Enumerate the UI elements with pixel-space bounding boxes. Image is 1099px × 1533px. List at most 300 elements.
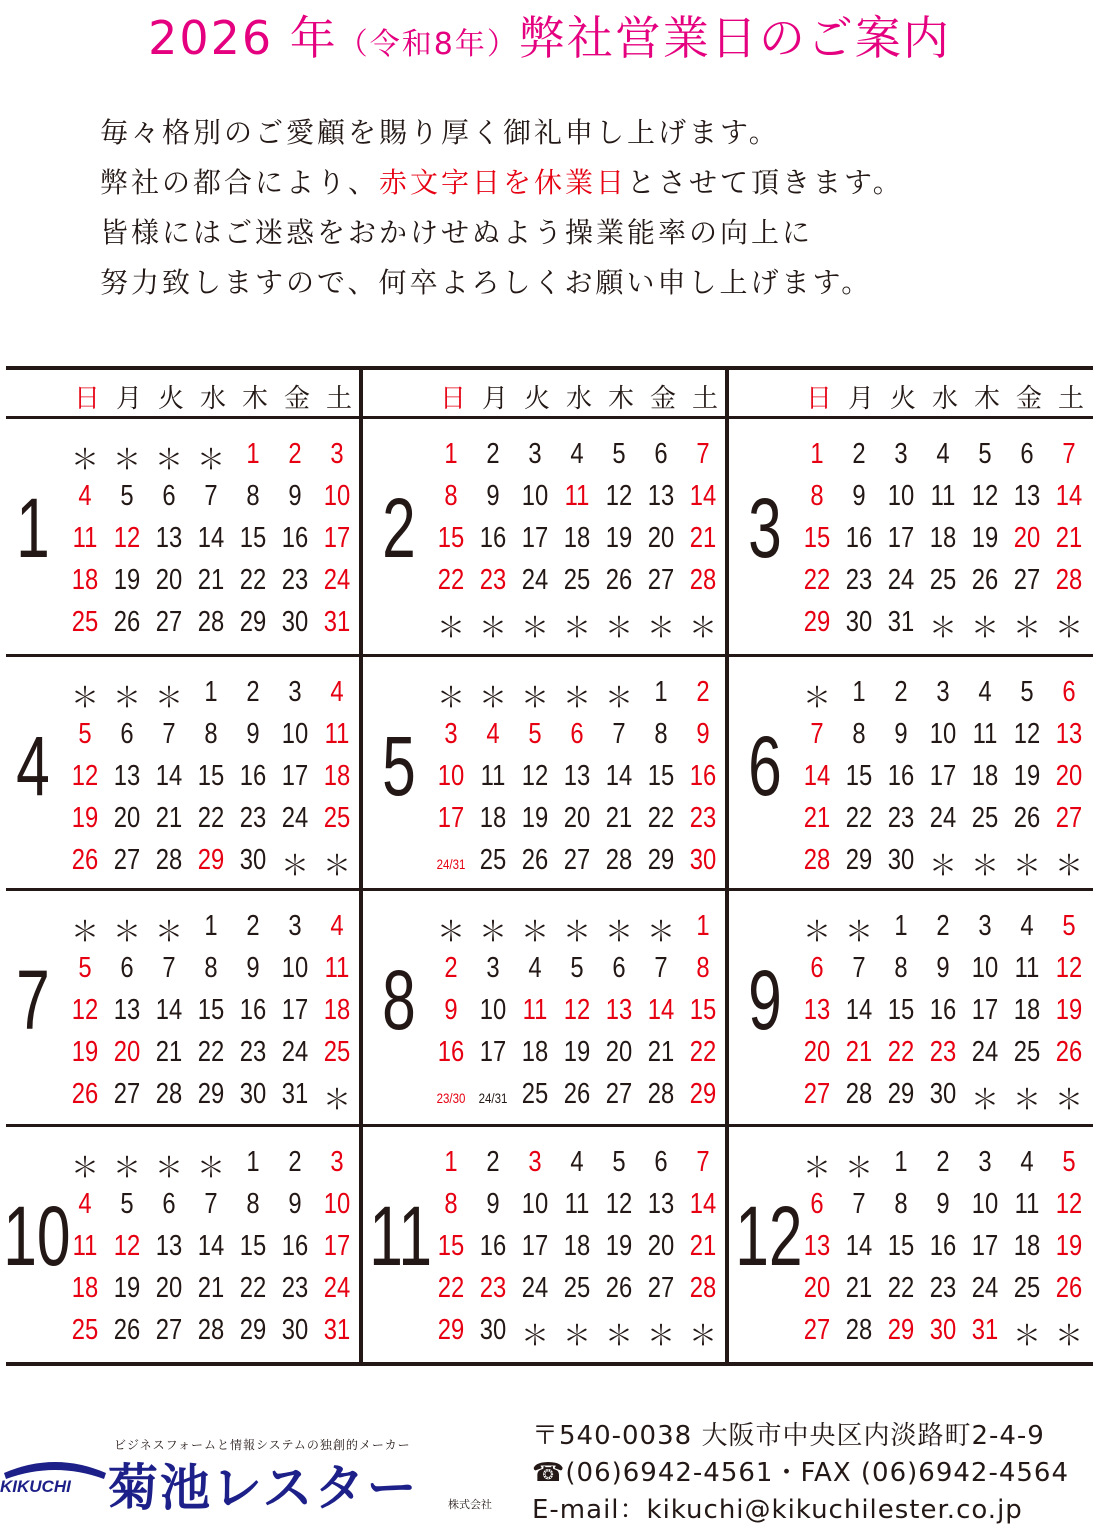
day-cell: 4	[330, 910, 344, 942]
day-cell: 19	[71, 802, 99, 834]
empty-day-cell: ＊	[688, 1319, 717, 1352]
day-cell: 22	[239, 1272, 267, 1304]
day-cell: 16	[929, 1230, 957, 1262]
empty-day-cell: ＊	[196, 443, 225, 476]
day-cell: 24	[887, 564, 915, 596]
day-cell: 1	[894, 910, 908, 942]
empty-day-cell: ＊	[154, 915, 183, 948]
day-cell: 30	[845, 606, 873, 638]
day-cell: 4	[1020, 1146, 1034, 1178]
grid-vline	[359, 366, 363, 1364]
day-cell: 21	[689, 1230, 717, 1262]
day-cell: 4	[570, 438, 584, 470]
day-cell: 22	[887, 1272, 915, 1304]
email: E-mail：kikuchi@kikuchilester.co.jp	[532, 1495, 1023, 1525]
day-cell: 13	[113, 994, 141, 1026]
day-cell: 2	[246, 910, 260, 942]
empty-day-cell: ＊	[70, 915, 99, 948]
day-cell: 11	[564, 480, 590, 512]
month-label: 8	[382, 953, 416, 1047]
day-cell: 23	[239, 1036, 267, 1068]
day-cell: 5	[78, 952, 92, 984]
day-cell: 17	[323, 1230, 351, 1262]
day-cell	[434, 844, 468, 877]
intro-holiday-note: 赤文字日を休業日	[379, 166, 628, 199]
weekday-header: 月	[115, 384, 142, 414]
day-cell: 3	[528, 1146, 542, 1178]
shared-day-fraction: 24/31	[478, 1090, 508, 1106]
day-cell: 23	[239, 802, 267, 834]
day-cell: 31	[887, 606, 915, 638]
day-cell: 22	[803, 564, 831, 596]
day-cell: 11	[522, 994, 548, 1026]
day-cell: 14	[689, 1188, 717, 1220]
day-cell: 26	[71, 1078, 99, 1110]
day-cell: 18	[563, 522, 591, 554]
day-cell: 1	[810, 438, 824, 470]
weekday-header: 日	[439, 384, 466, 414]
day-cell: 14	[155, 994, 183, 1026]
day-cell: 21	[605, 802, 633, 834]
day-cell: 11	[324, 952, 350, 984]
title-text: 弊社営業日のご案内	[518, 11, 951, 65]
day-cell: 28	[845, 1078, 873, 1110]
day-cell: 12	[1013, 718, 1041, 750]
month-label: 4	[16, 719, 50, 813]
day-cell: 21	[647, 1036, 675, 1068]
day-cell: 28	[845, 1314, 873, 1346]
day-cell: 5	[978, 438, 992, 470]
day-cell: 22	[197, 802, 225, 834]
day-cell: 1	[204, 910, 218, 942]
day-cell: 3	[936, 676, 950, 708]
day-cell: 10	[521, 480, 549, 512]
day-cell: 20	[113, 802, 141, 834]
day-cell: 29	[803, 606, 831, 638]
day-cell: 22	[887, 1036, 915, 1068]
day-cell: 2	[936, 910, 950, 942]
day-cell: 27	[113, 1078, 141, 1110]
day-cell: 23	[845, 564, 873, 596]
day-cell: 2	[246, 676, 260, 708]
day-cell: 16	[887, 760, 915, 792]
day-cell: 6	[120, 718, 134, 750]
day-cell: 25	[563, 1272, 591, 1304]
day-cell: 2	[696, 676, 710, 708]
day-cell: 16	[239, 994, 267, 1026]
day-cell: 18	[929, 522, 957, 554]
weekday-header: 水	[931, 384, 958, 414]
weekday-header: 金	[649, 384, 676, 414]
day-cell: 14	[1055, 480, 1083, 512]
day-cell: 27	[803, 1078, 831, 1110]
day-cell: 12	[521, 760, 549, 792]
weekday-header: 月	[481, 384, 508, 414]
day-cell: 3	[330, 438, 344, 470]
day-cell: 24	[521, 1272, 549, 1304]
day-cell: 19	[605, 522, 633, 554]
day-cell: 31	[281, 1078, 309, 1110]
day-cell: 15	[197, 760, 225, 792]
day-cell: 16	[929, 994, 957, 1026]
day-cell: 9	[486, 480, 500, 512]
empty-day-cell: ＊	[1054, 611, 1083, 644]
day-cell: 25	[1013, 1036, 1041, 1068]
day-cell: 13	[647, 1188, 675, 1220]
day-cell: 25	[323, 1036, 351, 1068]
day-cell: 29	[647, 844, 675, 876]
day-cell: 9	[288, 480, 302, 512]
day-cell: 24	[323, 564, 351, 596]
day-cell: 27	[605, 1078, 633, 1110]
day-cell: 23	[281, 1272, 309, 1304]
day-cell: 20	[803, 1036, 831, 1068]
day-cell: 7	[810, 718, 824, 750]
day-cell: 28	[647, 1078, 675, 1110]
empty-day-cell: ＊	[436, 915, 465, 948]
day-cell: 20	[155, 564, 183, 596]
day-cell: 10	[281, 952, 309, 984]
day-cell: 16	[689, 760, 717, 792]
day-cell: 11	[480, 760, 506, 792]
empty-day-cell: ＊	[1012, 1083, 1041, 1116]
day-cell: 21	[197, 564, 225, 596]
empty-day-cell: ＊	[562, 681, 591, 714]
day-cell: 23	[929, 1272, 957, 1304]
day-cell: 8	[852, 718, 866, 750]
day-cell: 19	[113, 1272, 141, 1304]
day-cell: 11	[72, 1230, 98, 1262]
day-cell: 7	[1062, 438, 1076, 470]
day-cell: 1	[246, 438, 260, 470]
empty-day-cell: ＊	[520, 1319, 549, 1352]
day-cell: 4	[486, 718, 500, 750]
empty-day-cell: ＊	[322, 1083, 351, 1116]
empty-day-cell: ＊	[970, 1083, 999, 1116]
logo-kaisha: 株式会社	[448, 1498, 492, 1511]
day-cell: 12	[971, 480, 999, 512]
day-cell: 20	[803, 1272, 831, 1304]
day-cell: 23	[929, 1036, 957, 1068]
day-cell: 3	[288, 676, 302, 708]
day-cell: 28	[803, 844, 831, 876]
day-cell: 20	[647, 1230, 675, 1262]
empty-day-cell: ＊	[844, 915, 873, 948]
day-cell: 14	[155, 760, 183, 792]
day-cell: 27	[647, 564, 675, 596]
day-cell: 3	[978, 1146, 992, 1178]
day-cell: 18	[1013, 994, 1041, 1026]
day-cell: 18	[71, 564, 99, 596]
day-cell: 20	[155, 1272, 183, 1304]
day-cell: 15	[887, 994, 915, 1026]
day-cell: 13	[803, 994, 831, 1026]
day-cell: 11	[1014, 1188, 1040, 1220]
day-cell: 27	[647, 1272, 675, 1304]
day-cell: 7	[612, 718, 626, 750]
day-cell: 30	[239, 1078, 267, 1110]
day-cell: 10	[437, 760, 465, 792]
day-cell: 13	[647, 480, 675, 512]
month-label: 10	[3, 1189, 71, 1283]
weekday-header: 土	[325, 384, 352, 414]
weekday-header: 金	[1015, 384, 1042, 414]
day-cell: 9	[936, 1188, 950, 1220]
month-label: 5	[382, 719, 416, 813]
day-cell: 17	[971, 1230, 999, 1262]
day-cell: 11	[930, 480, 956, 512]
day-cell: 23	[887, 802, 915, 834]
day-cell: 30	[281, 606, 309, 638]
day-cell: 5	[570, 952, 584, 984]
day-cell: 6	[654, 1146, 668, 1178]
empty-day-cell: ＊	[688, 611, 717, 644]
day-cell: 18	[1013, 1230, 1041, 1262]
day-cell: 27	[155, 606, 183, 638]
day-cell: 20	[563, 802, 591, 834]
day-cell: 4	[936, 438, 950, 470]
day-cell: 15	[647, 760, 675, 792]
weekday-header: 月	[847, 384, 874, 414]
day-cell: 6	[810, 952, 824, 984]
day-cell: 10	[971, 1188, 999, 1220]
day-cell: 2	[852, 438, 866, 470]
day-cell: 19	[1055, 1230, 1083, 1262]
grid-hline	[6, 416, 1093, 419]
phone-fax: ☎(06)6942-4561・FAX (06)6942-4564	[532, 1458, 1069, 1488]
day-cell: 25	[71, 1314, 99, 1346]
day-cell: 12	[1055, 952, 1083, 984]
day-cell: 24	[971, 1036, 999, 1068]
day-cell: 9	[936, 952, 950, 984]
day-cell: 27	[563, 844, 591, 876]
intro-line-3: 皆様にはご迷惑をおかけせぬよう操業能率の向上に	[100, 216, 814, 249]
day-cell: 15	[437, 522, 465, 554]
empty-day-cell: ＊	[112, 915, 141, 948]
day-cell: 25	[563, 564, 591, 596]
day-cell: 17	[971, 994, 999, 1026]
day-cell: 19	[1055, 994, 1083, 1026]
day-cell: 3	[894, 438, 908, 470]
day-cell: 8	[204, 718, 218, 750]
logo-japanese: 菊池レスター	[108, 1459, 419, 1517]
day-cell: 25	[929, 564, 957, 596]
day-cell: 28	[197, 606, 225, 638]
day-cell: 8	[894, 952, 908, 984]
day-cell: 26	[605, 1272, 633, 1304]
day-cell: 4	[330, 676, 344, 708]
day-cell: 16	[281, 1230, 309, 1262]
day-cell: 30	[479, 1314, 507, 1346]
day-cell: 19	[113, 564, 141, 596]
day-cell: 1	[246, 1146, 260, 1178]
day-cell: 15	[197, 994, 225, 1026]
logo-english: KIKUCHI	[0, 1477, 71, 1496]
day-cell: 30	[929, 1078, 957, 1110]
day-cell: 5	[78, 718, 92, 750]
day-cell: 21	[689, 522, 717, 554]
day-cell: 31	[971, 1314, 999, 1346]
month-label: 12	[735, 1189, 803, 1283]
day-cell: 28	[155, 844, 183, 876]
day-cell: 14	[845, 994, 873, 1026]
day-cell: 6	[162, 480, 176, 512]
day-cell: 1	[894, 1146, 908, 1178]
empty-day-cell: ＊	[520, 611, 549, 644]
day-cell: 17	[479, 1036, 507, 1068]
day-cell: 1	[204, 676, 218, 708]
day-cell: 24	[929, 802, 957, 834]
day-cell: 13	[155, 522, 183, 554]
empty-day-cell: ＊	[70, 1151, 99, 1184]
day-cell: 29	[239, 606, 267, 638]
day-cell: 9	[486, 1188, 500, 1220]
day-cell: 15	[239, 522, 267, 554]
weekday-header: 日	[805, 384, 832, 414]
day-cell: 28	[197, 1314, 225, 1346]
day-cell: 26	[521, 844, 549, 876]
day-cell: 19	[71, 1036, 99, 1068]
day-cell: 6	[120, 952, 134, 984]
day-cell: 6	[654, 438, 668, 470]
empty-day-cell: ＊	[802, 1151, 831, 1184]
day-cell: 5	[1062, 910, 1076, 942]
day-cell: 14	[689, 480, 717, 512]
empty-day-cell: ＊	[280, 849, 309, 882]
empty-day-cell: ＊	[520, 915, 549, 948]
day-cell: 15	[437, 1230, 465, 1262]
day-cell: 17	[281, 994, 309, 1026]
weekday-header: 木	[607, 384, 634, 414]
empty-day-cell: ＊	[802, 681, 831, 714]
day-cell: 11	[1014, 952, 1040, 984]
weekday-header: 土	[1057, 384, 1084, 414]
day-cell	[476, 1078, 510, 1111]
day-cell: 17	[521, 522, 549, 554]
day-cell	[434, 1078, 468, 1111]
day-cell: 14	[647, 994, 675, 1026]
day-cell: 5	[612, 1146, 626, 1178]
day-cell: 2	[486, 438, 500, 470]
day-cell: 9	[444, 994, 458, 1026]
day-cell: 24	[971, 1272, 999, 1304]
day-cell: 10	[323, 1188, 351, 1220]
day-cell: 20	[1055, 760, 1083, 792]
day-cell: 16	[281, 522, 309, 554]
intro-line-2-a: 弊社の都合により、	[100, 166, 380, 199]
grid-hline	[6, 888, 1093, 891]
empty-day-cell: ＊	[1054, 849, 1083, 882]
day-cell: 12	[113, 522, 141, 554]
day-cell: 19	[1013, 760, 1041, 792]
day-cell: 19	[971, 522, 999, 554]
day-cell: 6	[612, 952, 626, 984]
empty-day-cell: ＊	[1054, 1083, 1083, 1116]
day-cell: 22	[437, 564, 465, 596]
day-cell: 4	[78, 480, 92, 512]
empty-day-cell: ＊	[478, 611, 507, 644]
day-cell: 26	[605, 564, 633, 596]
day-cell: 17	[929, 760, 957, 792]
day-cell: 21	[155, 802, 183, 834]
empty-day-cell: ＊	[112, 681, 141, 714]
day-cell: 26	[1055, 1036, 1083, 1068]
intro-line-1: 毎々格別のご愛顧を賜り厚く御礼申し上げます。	[100, 116, 780, 149]
day-cell: 29	[197, 1078, 225, 1110]
day-cell: 5	[1020, 676, 1034, 708]
day-cell: 22	[239, 564, 267, 596]
day-cell: 18	[71, 1272, 99, 1304]
day-cell: 26	[563, 1078, 591, 1110]
day-cell: 16	[845, 522, 873, 554]
grid-hline	[6, 1362, 1093, 1366]
empty-day-cell: ＊	[844, 1151, 873, 1184]
day-cell: 3	[528, 438, 542, 470]
day-cell: 7	[852, 1188, 866, 1220]
day-cell: 20	[605, 1036, 633, 1068]
day-cell: 15	[887, 1230, 915, 1262]
day-cell: 5	[612, 438, 626, 470]
day-cell: 30	[887, 844, 915, 876]
day-cell: 17	[281, 760, 309, 792]
day-cell: 15	[689, 994, 717, 1026]
day-cell: 22	[845, 802, 873, 834]
day-cell: 8	[204, 952, 218, 984]
day-cell: 3	[486, 952, 500, 984]
day-cell: 21	[845, 1272, 873, 1304]
day-cell: 11	[72, 522, 98, 554]
empty-day-cell: ＊	[1012, 849, 1041, 882]
day-cell: 30	[239, 844, 267, 876]
day-cell: 26	[113, 606, 141, 638]
day-cell: 26	[71, 844, 99, 876]
calendar-grid	[3, 366, 1093, 1364]
day-cell: 13	[1055, 718, 1083, 750]
day-cell: 11	[972, 718, 998, 750]
day-cell: 13	[113, 760, 141, 792]
day-cell: 15	[239, 1230, 267, 1262]
weekday-header: 土	[691, 384, 718, 414]
weekday-header: 木	[241, 384, 268, 414]
day-cell: 10	[323, 480, 351, 512]
empty-day-cell: ＊	[646, 915, 675, 948]
day-cell: 21	[803, 802, 831, 834]
grid-hline	[6, 1124, 1093, 1127]
day-cell: 12	[605, 1188, 633, 1220]
empty-day-cell: ＊	[70, 681, 99, 714]
day-cell: 1	[444, 1146, 458, 1178]
day-cell: 12	[563, 994, 591, 1026]
day-cell: 2	[486, 1146, 500, 1178]
weekday-header: 木	[973, 384, 1000, 414]
grid-hline	[6, 654, 1093, 657]
grid-vline	[725, 366, 729, 1364]
day-cell: 4	[570, 1146, 584, 1178]
empty-day-cell: ＊	[154, 681, 183, 714]
day-cell: 23	[479, 1272, 507, 1304]
empty-day-cell: ＊	[112, 1151, 141, 1184]
day-cell: 7	[204, 1188, 218, 1220]
day-cell: 3	[288, 910, 302, 942]
day-cell: 6	[1020, 438, 1034, 470]
day-cell: 24	[521, 564, 549, 596]
day-cell: 29	[197, 844, 225, 876]
day-cell: 17	[437, 802, 465, 834]
day-cell: 4	[528, 952, 542, 984]
day-cell: 16	[479, 1230, 507, 1262]
day-cell: 15	[803, 522, 831, 554]
day-cell: 8	[654, 718, 668, 750]
